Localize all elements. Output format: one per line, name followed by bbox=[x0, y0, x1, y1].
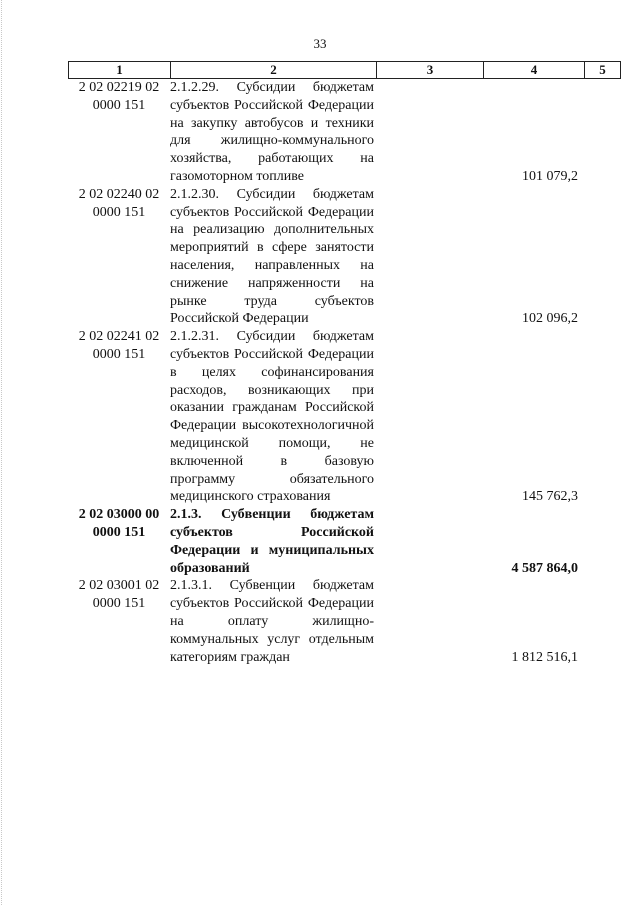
table-row bbox=[68, 577, 621, 666]
table-header bbox=[68, 61, 621, 79]
item-description: 2.1.2.31. Субсидии бюджетам субъектов Российской Федерации в целях софинансирования расходов, возникающих при оказании гражданам Российской Федерации высокотехнологичной медицинской помощи, не включенной в базовую программу обязательного медицинского страхования bbox=[170, 329, 374, 505]
column-5-cell bbox=[584, 506, 621, 577]
amount-value: 102 096,2 bbox=[522, 311, 578, 327]
amount-value: 101 079,2 bbox=[522, 168, 578, 184]
item-description: 2.1.3. Субвенции бюджетам субъектов Российской Федерации и муниципальных образований bbox=[170, 507, 374, 576]
item-description: 2.1.3.1. Субвенции бюджетам субъектов Российской Федерации на оплату жилищно-коммунальных услуг отдельным категориям граждан bbox=[170, 578, 374, 665]
budget-code: 2 02 03000 00 0000 151 bbox=[78, 507, 160, 540]
page-edge-line bbox=[1, 0, 2, 905]
column-5-cell bbox=[584, 328, 621, 506]
header-cell-5: 5 bbox=[584, 62, 621, 78]
column-3-cell bbox=[376, 577, 483, 666]
budget-code: 2 02 03001 02 0000 151 bbox=[78, 578, 160, 612]
amount-value: 145 762,3 bbox=[522, 489, 578, 505]
budget-code: 2 02 02219 02 0000 151 bbox=[78, 80, 160, 113]
table-row bbox=[68, 186, 621, 328]
table-row bbox=[68, 328, 621, 506]
item-description: 2.1.2.29. Субсидии бюджетам субъектов Российской Федерации на закупку автобусов и техники для жилищно-коммунального хозяйства, работающих на газомоторном топливе bbox=[170, 80, 374, 184]
column-5-cell bbox=[584, 577, 621, 666]
column-5-cell bbox=[584, 79, 621, 186]
column-3-cell bbox=[376, 506, 483, 577]
header-cell-4: 4 bbox=[483, 62, 584, 78]
table-row-section-total bbox=[68, 506, 621, 577]
column-3-cell bbox=[376, 186, 483, 328]
budget-code: 2 02 02240 02 0000 151 bbox=[78, 186, 160, 220]
amount-value: 4 587 864,0 bbox=[511, 560, 578, 576]
amount-value: 1 812 516,1 bbox=[511, 649, 578, 665]
budget-code: 2 02 02241 02 0000 151 bbox=[78, 329, 160, 362]
page-number: 33 bbox=[313, 36, 327, 51]
header-cell-3: 3 bbox=[376, 62, 483, 78]
column-5-cell bbox=[584, 186, 621, 328]
header-cell-2: 2 bbox=[170, 62, 376, 78]
header-cell-1: 1 bbox=[68, 62, 170, 78]
column-3-cell bbox=[376, 328, 483, 506]
item-description: 2.1.2.30. Субсидии бюджетам субъектов Российской Федерации на реализацию дополнительных мероприятий в сфере занятости населения, направленных на снижение напряженности на рынке труда субъектов Российской Федерации bbox=[170, 186, 374, 327]
table-body bbox=[68, 79, 621, 666]
column-3-cell bbox=[376, 79, 483, 186]
table-row bbox=[68, 79, 621, 186]
